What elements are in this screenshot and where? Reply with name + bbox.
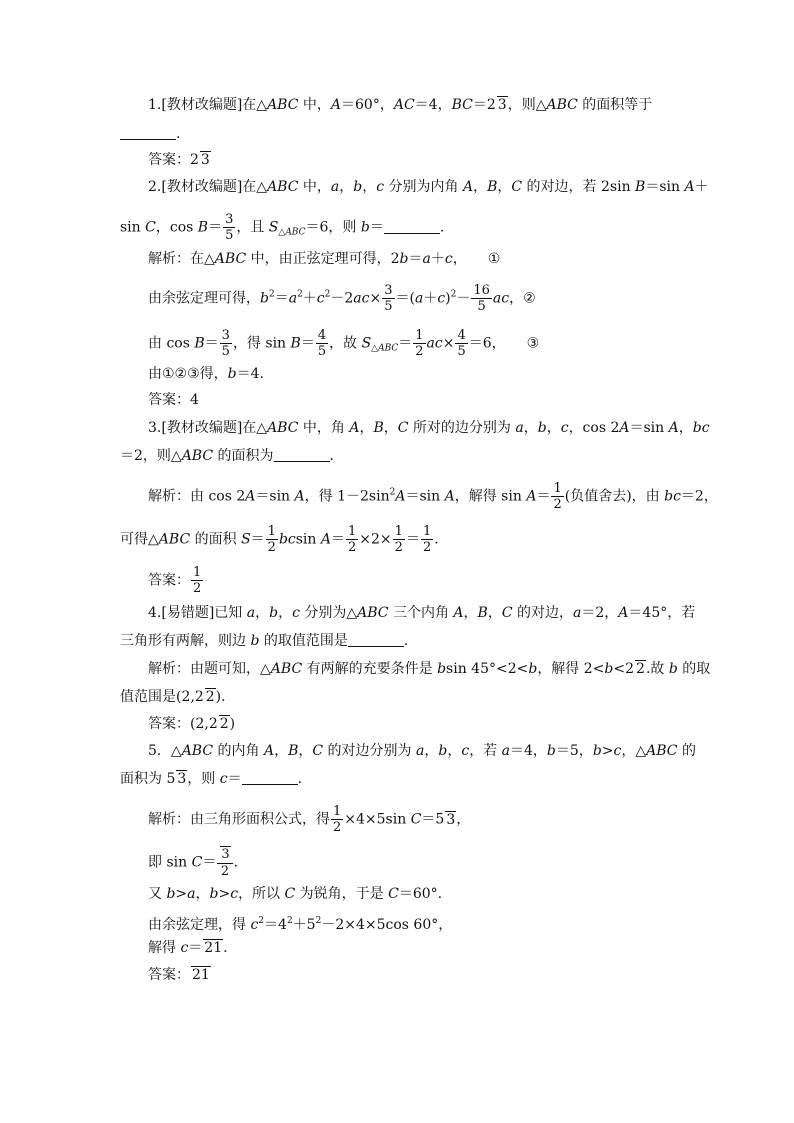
q2-answer: 答案：4 xyxy=(148,392,199,408)
q4-sol1: 解析：由题可知，△ABC 有两解的充要条件是 bsin 45°<2<b，解得 2<b<2 2.故 b 的取 xyxy=(148,661,711,677)
q3-line1: 3.[教材改编题]在△ABC 中，角 A，B，C 所对的边分别为 a，b，c，cos 2A＝sin A，bc xyxy=(148,420,710,436)
q4-sol2: 值范围是(2,2 2). xyxy=(120,689,226,705)
q5-sol1: 解析：由三角形面积公式，得 $\frac{1}{2}$ ×4×5sin C＝5 3， xyxy=(148,804,471,835)
q3-sol2: 可得△ABC 的面积 S＝ $\frac{1}{2}$ bcsin A＝ $\frac{1}{2}$ ×2× $\frac{1}{2}$ ＝ $\frac{1}{2}$ . xyxy=(120,524,439,555)
q2-sol4: 由①②③得，b＝4. xyxy=(148,366,264,382)
q1-answer: 答案：2 3 xyxy=(148,152,210,168)
q3-sol1: 解析：由 cos 2A＝sin A，得 $1-2\sin^2A=\sin$ A，解得 sin A＝ $\frac{1}{2}$ (负值舍去)，由 bc＝2， xyxy=(148,481,718,512)
q2-sol1: 解析：在△ABC 中，由正弦定理可得，2b＝a＋c， ① xyxy=(148,251,501,267)
q5-line2: 面积为 5 3，则 c＝ . xyxy=(120,771,303,787)
q4-answer: 答案：(2,2 2) xyxy=(148,716,236,732)
q2-line1: 2.[教材改编题]在△ABC 中，a，b，c 分别为内角 A，B，C 的对边，若 2sin B＝sin A＋ xyxy=(148,179,709,195)
q5-sol2: 即 sin C＝ $\frac{3}{2}$ . xyxy=(148,847,239,879)
q4-line2: 三角形有两解，则边 b 的取值范围是 . xyxy=(120,633,409,649)
q5-sol4: 由余弦定理，得 $c^2=4^2+5^2-2\times 4\times 5\cos$ 60°， xyxy=(148,916,453,933)
q5-line1: 5．△ABC 的内角 A，B，C 的对边分别为 a，b，c，若 a＝4，b＝5，b>c，△ABC 的 xyxy=(148,743,696,759)
q3-line2: ＝2，则△ABC 的面积为 . xyxy=(120,448,334,464)
q5-sol3: 又 b>a，b>c，所以 C 为锐角，于是 C＝60°. xyxy=(148,886,443,902)
q5-sol5: 解得 c＝ 21. xyxy=(148,940,228,956)
q2-sol2: 由余弦定理可得，$b^2=a^2+c^2-2ac\times$ $\frac{3}{5}$ $=(a+c)^2-$ $\frac{16}{5}$ ac，② xyxy=(148,283,536,314)
q1-line1: 1.[教材改编题]在△ABC 中，A＝60°，AC＝4，BC＝2 3，则△ABC 的面积等于 xyxy=(148,97,653,113)
q4-line1: 4.[易错题]已知 a，b，c 分别为△ABC 三个内角 A，B，C 的对边，a＝2，A＝45°，若 xyxy=(148,605,696,621)
q2-line2: sin C，cos B＝ $\frac{3}{5}$ ，且 $S_{\triangle ABC}=6$，则 b＝ . xyxy=(120,212,445,243)
q2-sol3: 由 cos B＝ $\frac{3}{5}$ ，得 sin B＝ $\frac{4}{5}$ ，故 $S_{\triangle ABC}=$ $\frac{1}{2}$ ac× $\frac{4}{5}$ ＝6， ③ xyxy=(148,328,540,359)
q5-answer: 答案： 21 xyxy=(148,967,210,983)
q1-blank: . xyxy=(120,124,180,144)
q3-answer: 答案： $\frac{1}{2}$ xyxy=(148,565,202,596)
